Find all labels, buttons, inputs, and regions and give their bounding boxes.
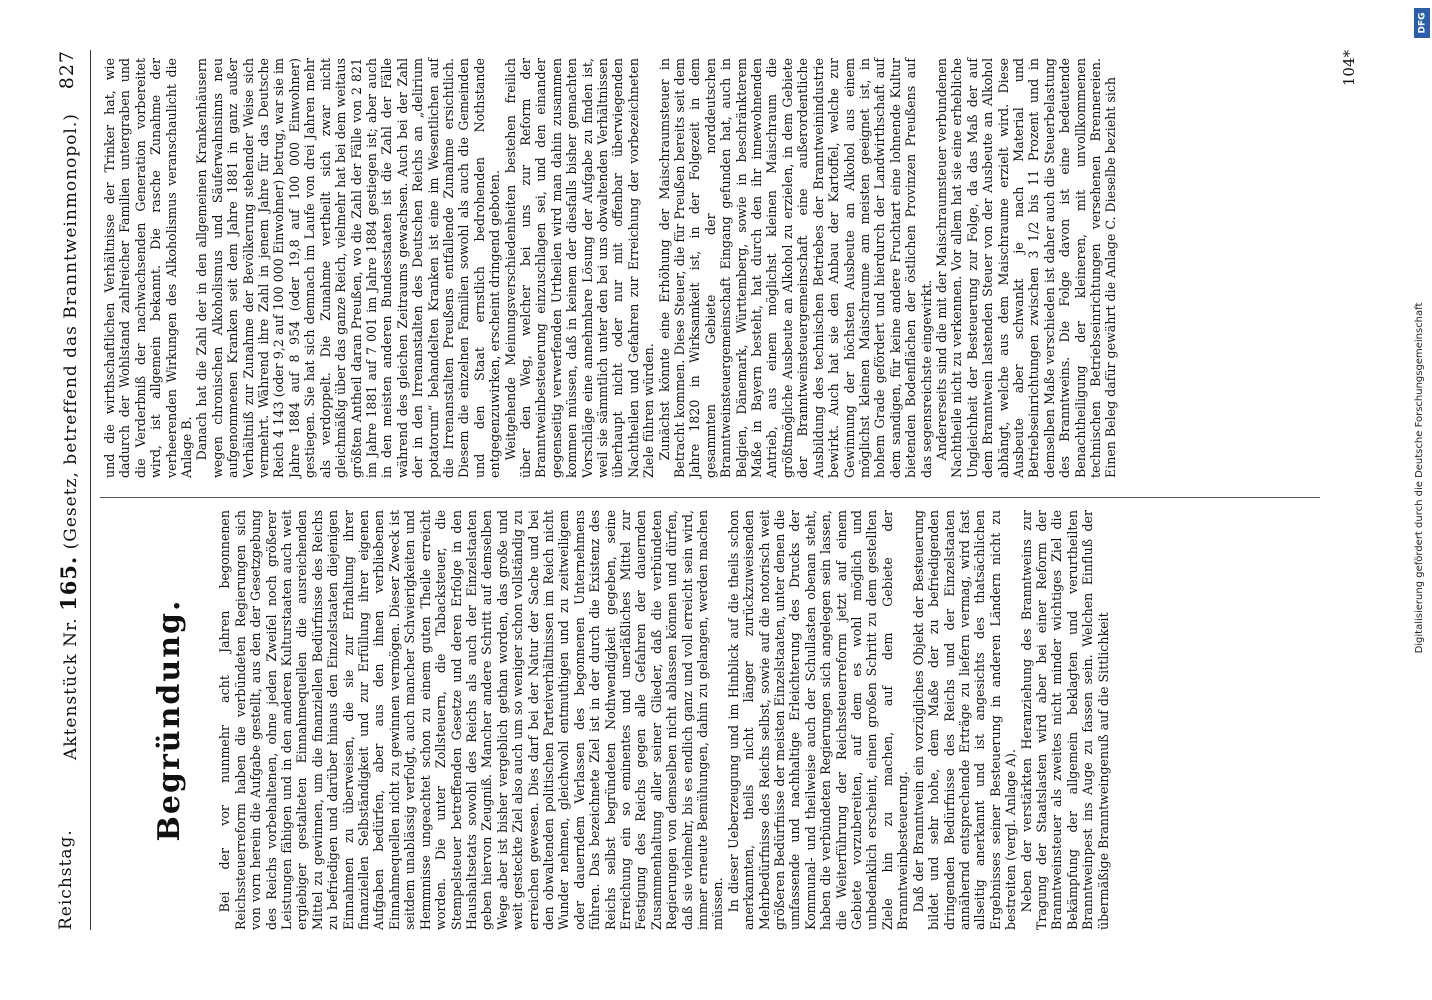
paragraph: und die wirthschaftlichen Verhältnisse der Trinker hat, wie dadurch der Wohlstand zahlreicher Familien untergraben und die Verderbniß der nachwachsenden Generation vorbereitet wird, ist allgemein bekannt. Die rasche Zunahme der verheerenden Wirkungen des Alkoholismus veranschaulicht die Anlage B. <box>102 58 195 478</box>
document-page <box>10 10 1390 990</box>
paragraph: Neben der verstärkten Heranziehung des Branntweins zur Tragung der Staatslasten wird aber bei einer Reform der Branntweinsteuer als zweites nicht minder wichtiges Ziel die Bekämpfung der allgemein beklagten und verurtheilten Branntweinpest ins Auge zu fassen sein. Welchen Einfluß der übermäßige Branntweingenuß auf die Sittlichkeit <box>1018 510 1111 930</box>
header-number: 165. <box>56 555 81 611</box>
paragraph: Weitgehende Meinungsverschiedenheiten bestehen freilich über den Weg, welcher bei uns zur Reform der Branntweinbesteuerung einzuschlagen sei, und den einander gegenseitig verwerfenden Urtheilen wird man dahin zusammen kommen müssen, daß in keinem der diesfalls bisher gemachten Vorschläge eine annehmbare Lösung der Aufgabe zu finden ist, weil sie sämmtlich unter den bei uns obwaltenden Verhältnissen überhaupt nicht oder nur mit offenbar überwiegenden Nachtheilen und Gefahren zur Erreichung der vorbezeichneten Ziele führen würden. <box>502 58 657 478</box>
left-column <box>102 510 1111 930</box>
funding-notice: Digitalisierung gefördert durch die Deutsche Forschungsgemeinschaft <box>1414 302 1425 654</box>
paragraph: Zunächst könnte eine Erhöhung der Maischraumsteuer in Betracht kommen. Diese Steuer, die für Preußen bereits seit dem Jahre 1820 in Wirksamkeit ist, in der Folgezeit in dem gesammten Gebiete der norddeutschen Branntweinsteuergemeinschaft Eingang gefunden hat, auch in Belgien, Dänemark, Württemberg, sowie in beschränkterem Maße in Bayern besteht, hat durch den ihr innewohnenden Antrieb, aus einem möglichst kleinen Maischraum die größtmögliche Ausbeute an Alkohol zu erzielen, in dem Gebiete der Branntweinsteuergemeinschaft eine außerordentliche Ausbildung des technischen Betriebes der Branntweinindustrie bewirkt. Auch hat sie den Anbau der Kartoffel, welche zur Gewinnung der höchsten Ausbeute an Alkohol aus einem möglichst kleinen Maischraume am meisten geeignet ist, in hohem Grade gefördert und hierdurch der Landwirthschaft auf dem sandigen, für keine andere Fruchtart eine lohnende Kultur bietenden Bodenflächen der östlichen Provinzen Preußens auf das segensreichste eingewirkt. <box>656 58 934 478</box>
paragraph: In dieser Ueberzeugung und im Hinblick auf die theils schon anerkannten, theils nicht länger zurückzuweisenden Mehrbedürfnisse des Reichs selbst, sowie auf die notorisch weit größeren Bedürfnisse der meisten Einzelstaaten, unter denen die umfassende und nachhaltige Erleichterung des Drucks der Kommunal- und theilweise auch der Schullasten obenan steht, haben die verbündeten Regierungen sich angelegen sein lassen, die Weiterführung der Reichssteuerreform jetzt auf einem Gebiete vorzubereiten, auf dem es wohl möglich und unbedenklich erscheint, einen großen Schritt zu dem gestellten Ziele hin zu machen, auf dem Gebiete der Branntweinbesteuerung. <box>725 510 911 930</box>
digitization-sidebar <box>1412 0 1432 1000</box>
paragraph: Daß der Branntwein ein vorzügliches Objekt der Besteuerung bildet und sehr hohe, dem Maße der zu befriedigenden dringenden Bedürfnisse des Reichs und der Einzelstaaten annähernd entsprechende Erträge zu liefern vermag, wird fast allseitig anerkannt und ist angesichts des thatsächlichen Ergebnisses seiner Besteuerung in anderen Ländern nicht zu bestreiten (vergl. Anlage A). <box>910 510 1019 930</box>
column-divider <box>100 497 1320 498</box>
paragraph: Bei der vor nunmehr acht Jahren begonnenen Reichssteuerreform haben die verbündeten Regierungen sich von vorn herein die Aufgabe gestellt, aus den der Gesetzgebung des Reichs vorbehaltenen, ohne jeden Zweifel noch größerer Leistungen fähigen und in den anderen Kulturstaaten auch weit ergiebiger gestalteten Einnahmequellen die ausreichenden Mittel zu gewinnen, um die finanziellen Bedürfnisse des Reichs zu befriedigen und darüber hinaus den Einzelstaaten diejenigen Einnahmen zu überweisen, die sie zur Erhaltung ihrer finanziellen Selbständigkeit und zur Erfüllung ihrer eigenen Aufgaben bedürfen, aber aus den ihnen verbliebenen Einnahmequellen nicht zu gewinnen vermögen. Dieser Zweck ist seitdem unablässig verfolgt, auch mancher Schwierigkeiten und Hemmnisse ungeachtet schon zu einem guten Theile erreicht worden. Die unter Zollsteuern, die Tabacksteuer, die Stempelsteuer betreffenden Gesetze und deren Erfolge in den Haushaltsetats sowohl des Reichs als auch der Einzelstaaten geben hiervon Zeugniß. Mancher andere Schritt auf demselben Wege aber ist bisher vergeblich gethan worden, das große und weit gesteckte Ziel also auch um so weniger schon vollständig zu erreichen gewesen. Dies darf bei der Natur der Sache und bei den obwaltenden politischen Parteiverhältnissen im Reich nicht Wunder nehmen, gleichwohl entmuthigen und zu zeitweiligem oder dauerndem Verlassen des begonnenen Unternehmens führen. Das bezeichnete Ziel ist in der durch die Existenz des Reichs selbst begründeten Nothwendigkeit gegeben, seine Erreichung ein so eminentes und unerläßliches Mittel zur Festigung des Reichs gegen alle Gefahren der dauernden Zusammenhaltung aller seiner Glieder, daß die verbündeten Regierungen von demselben nicht ablassen können und dürfen, daß sie vielmehr, bis es endlich ganz und voll erreicht sein wird, immer erneute Bemühungen, dahin zu gelangen, werden machen müssen. <box>217 510 726 930</box>
paragraph: Danach hat die Zahl der in den allgemeinen Krankenhäusern wegen chronischen Alkoholismus und Säuferwahnsinns neu aufgenommenen Kranken seit dem Jahre 1881 in ganz außer Verhältniß zur Zunahme der Bevölkerung stehender Weise sich vermehrt. Während ihre Zahl in jenem Jahre für das Deutsche Reich 4 143 (oder 9,2 auf 100 000 Einwohner) betrug, war sie im Jahre 1884 auf 8 954 (oder 19,8 auf 100 000 Einwohner) gestiegen. Sie hat sich demnach im Laufe von drei Jahren mehr als verdoppelt. Die Zunahme vertheilt sich zwar nicht gleichmäßig über das ganze Reich, vielmehr hat bei dem weitaus größten Antheil daran Preußen, wo die Zahl der Fälle von 2 821 im Jahre 1881 auf 7 001 im Jahre 1884 gestiegen ist; aber auch in den meisten anderen Bundesstaaten ist die Zahl der Fälle während des gleichen Zeitraums gewachsen. Auch bei der Zahl der in den Irrenanstalten des Deutschen Reichs an „delirium potatorum“ behandelten Kranken ist eine im Wesentlichen auf die Irrenanstalten Preußens entfallende Zunahme ersichtlich. Diesem die einzelnen Familien sowohl als auch die Gemeinden und den Staat ernstlich bedrohenden Nothstande entgegenzuwirken, erscheint dringend geboten. <box>194 58 503 478</box>
dfg-logo-text: DFG <box>1417 12 1428 34</box>
header-title-suffix: (Gesetz, betreffend das Branntweinmonopol.) <box>61 113 81 556</box>
paragraph: Andererseits sind die mit der Maischraumsteuer verbundenen Nachtheile nicht zu verkennen. Vor allem hat sie eine erhebliche Ungleichheit der Besteuerung zur Folge, da das Maß der auf dem Branntwein lastenden Steuer von der Ausbeute an Alkohol abhängt, welche aus dem Maischraume erzielt wird. Diese Ausbeute aber schwankt je nach Material und Betriebseinrichtungen zwischen 3 1/2 bis 11 Prozent und in demselben Maße verschieden ist daher auch die Steuerbelastung des Branntweins. Die Folge davon ist eine bedeutende Benachtheiligung der kleineren, mit unvollkommenen technischen Betriebseinrichtungen versehenen Brennereien. Einen Beleg dafür gewährt die Anlage C. Dieselbe bezieht sich <box>933 58 1119 478</box>
header-title <box>56 113 81 760</box>
page-header <box>52 10 86 990</box>
page-number: 827 <box>56 50 78 90</box>
header-left: Reichstag. <box>56 829 76 930</box>
right-column <box>102 58 1119 478</box>
header-title-prefix: Aktenstück Nr. <box>61 610 81 760</box>
folio-mark: 104* <box>1340 50 1358 87</box>
header-rule <box>90 50 91 930</box>
section-title: Begründung. <box>152 598 187 842</box>
